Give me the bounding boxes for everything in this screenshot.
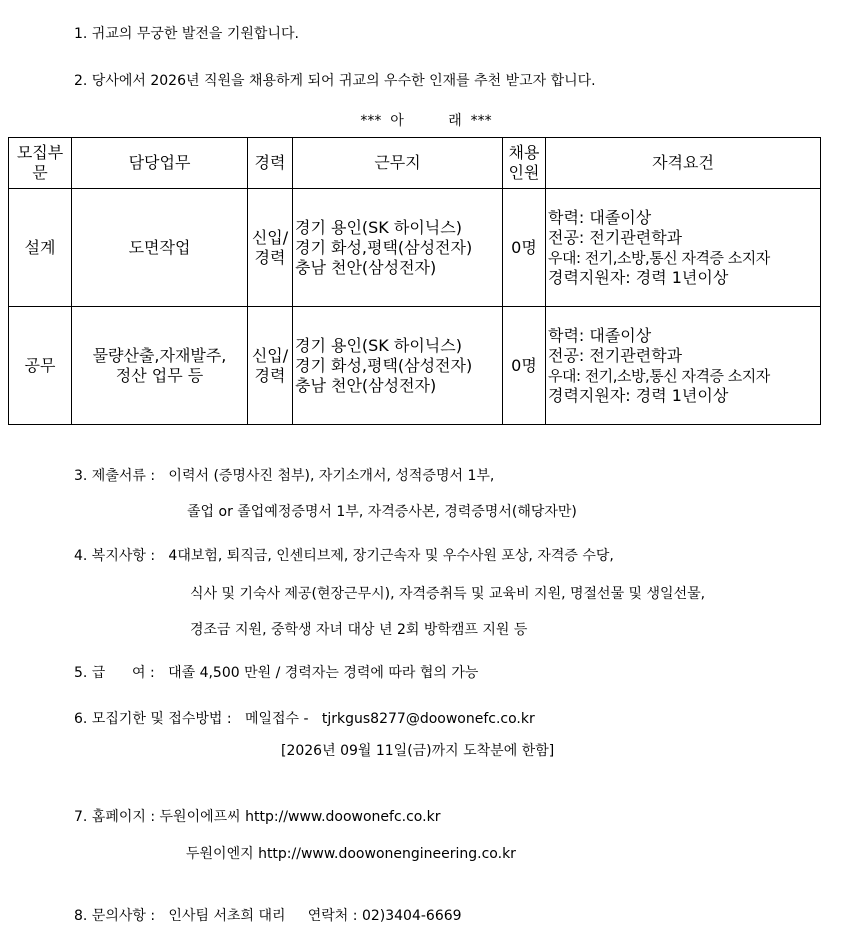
cell-location: 경기 용인(SK 하이닉스) 경기 화성,평택(삼성전자) 충남 천안(삼성전자): [293, 189, 503, 307]
cell-career: 신입/ 경력: [248, 189, 293, 307]
notice-heading: *** 아 래 ***: [360, 113, 492, 129]
apply-line-2: [2026년 09월 11일(금)까지 도착분에 한함]: [281, 743, 555, 759]
intro-line-2: 2. 당사에서 2026년 직원을 채용하게 되어 귀교의 우수한 인재를 추천 받고자 합니다.: [74, 73, 596, 89]
cell-qualification: 학력: 대졸이상 전공: 전기관련학과 우대: 전기,소방,통신 자격증 소지자 경력지원자: 경력 1년이상: [546, 307, 821, 425]
cell-location: 경기 용인(SK 하이닉스) 경기 화성,평택(삼성전자) 충남 천안(삼성전자): [293, 307, 503, 425]
cell-career: 신입/ 경력: [248, 307, 293, 425]
homepage-line-1: 7. 홈페이지 : 두원이에프씨 http://www.doowonefc.co.kr: [74, 809, 441, 825]
contact-line: 8. 문의사항 : 인사팀 서초희 대리 연락처 : 02)3404-6669: [74, 908, 462, 924]
salary-line: 5. 급 여 : 대졸 4,500 만원 / 경력자는 경력에 따라 협의 가능: [74, 665, 479, 681]
intro-line-1: 1. 귀교의 무궁한 발전을 기원합니다.: [74, 26, 299, 42]
header-duty: 담당업무: [72, 138, 248, 189]
recruitment-table: [8, 137, 821, 425]
header-location: 근무지: [293, 138, 503, 189]
cell-hires: 0명: [503, 307, 546, 425]
cell-duty: 물량산출,자재발주, 정산 업무 등: [72, 307, 248, 425]
apply-line-1: 6. 모집기한 및 접수방법 : 메일접수 - tjrkgus8277@doowonefc.co.kr: [74, 711, 535, 727]
table-row: [9, 307, 821, 425]
cell-duty: 도면작업: [72, 189, 248, 307]
header-hires: 채용 인원: [503, 138, 546, 189]
cell-qualification: 학력: 대졸이상 전공: 전기관련학과 우대: 전기,소방,통신 자격증 소지자 경력지원자: 경력 1년이상: [546, 189, 821, 307]
table-header-row: [9, 138, 821, 189]
header-qualification: 자격요건: [546, 138, 821, 189]
header-career: 경력: [248, 138, 293, 189]
welfare-line-2: 식사 및 기숙사 제공(현장근무시), 자격증취득 및 교육비 지원, 명절선물 및 생일선물,: [190, 586, 706, 602]
cell-dept: 공무: [9, 307, 72, 425]
submission-docs-line-1: 3. 제출서류 : 이력서 (증명사진 첨부), 자기소개서, 성적증명서 1부,: [74, 468, 495, 484]
cell-dept: 설계: [9, 189, 72, 307]
welfare-line-3: 경조금 지원, 중학생 자녀 대상 년 2회 방학캠프 지원 등: [190, 622, 528, 638]
cell-hires: 0명: [503, 189, 546, 307]
homepage-line-2: 두원이엔지 http://www.doowonengineering.co.kr: [186, 846, 516, 862]
submission-docs-line-2: 졸업 or 졸업예정증명서 1부, 자격증사본, 경력증명서(해당자만): [187, 504, 577, 520]
header-dept: 모집부 문: [9, 138, 72, 189]
table-row: [9, 189, 821, 307]
welfare-line-1: 4. 복지사항 : 4대보험, 퇴직금, 인센티브제, 장기근속자 및 우수사원 포상, 자격증 수당,: [74, 548, 614, 564]
